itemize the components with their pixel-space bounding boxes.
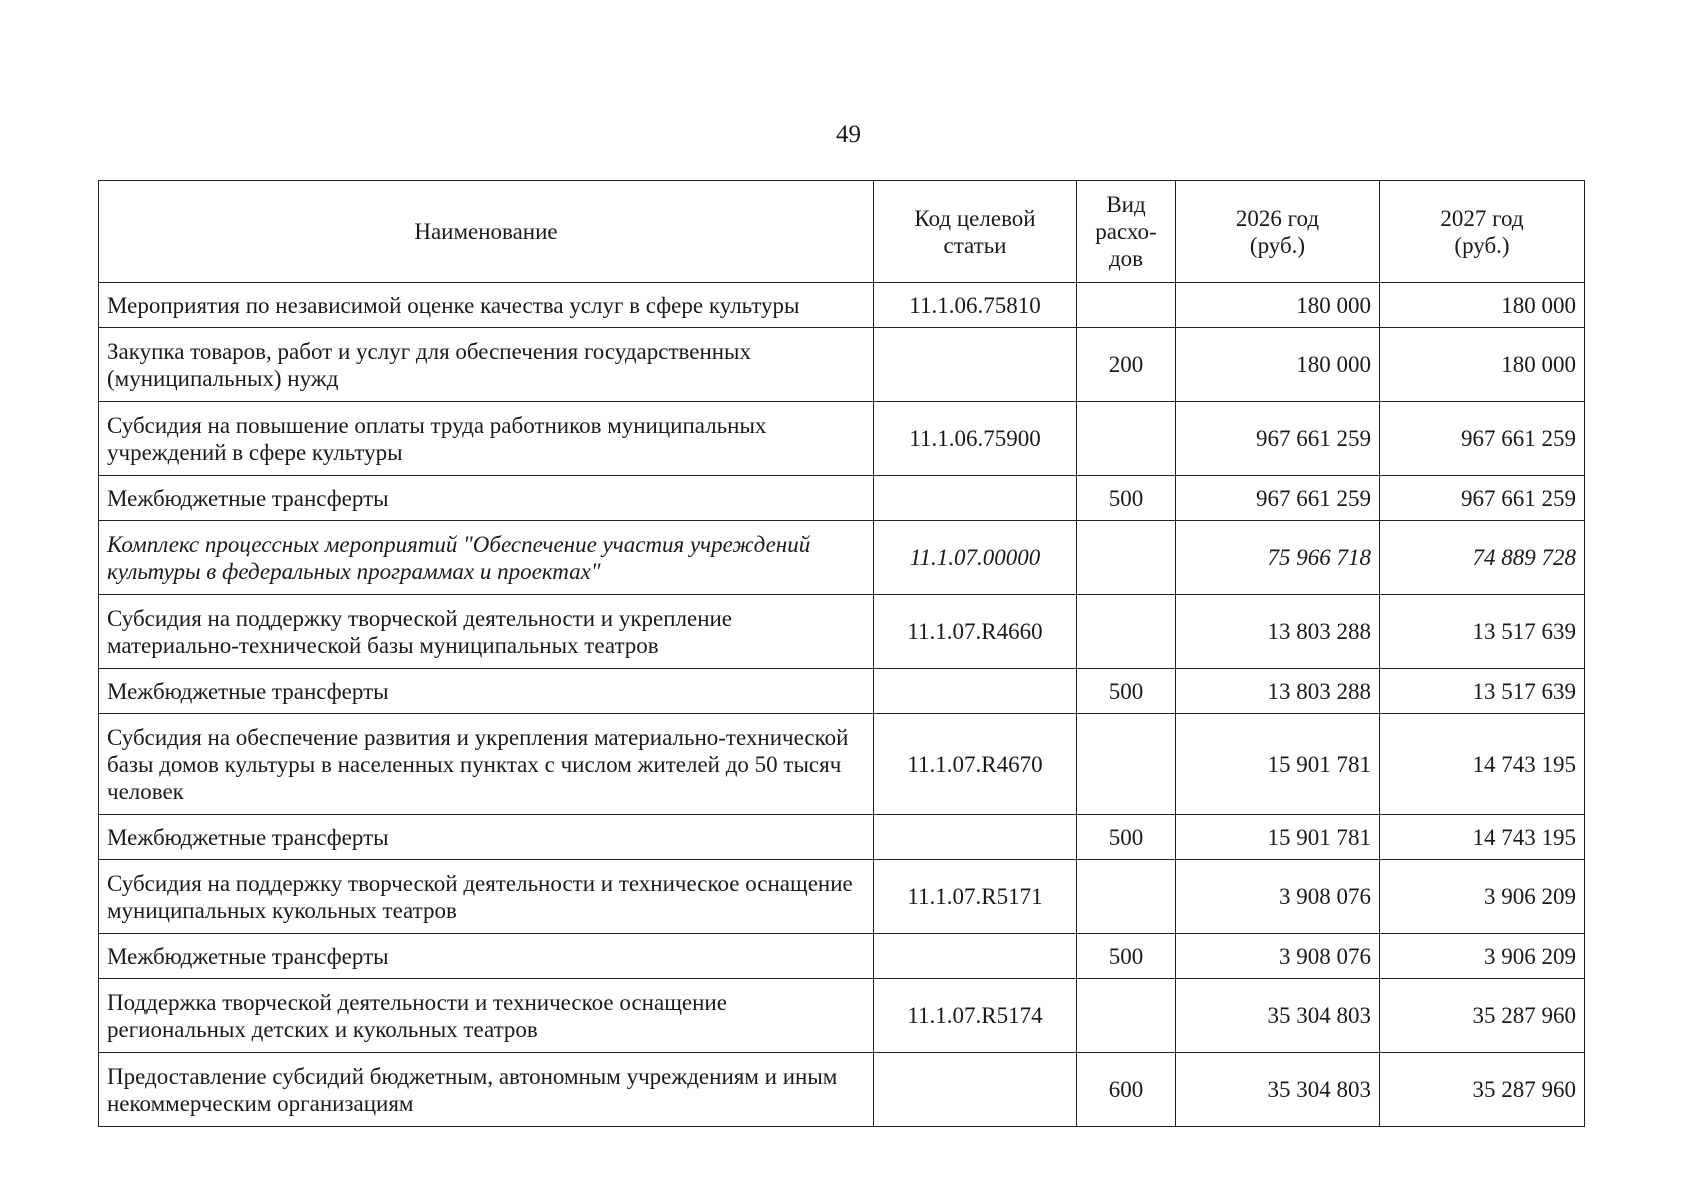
row-code: 11.1.07.R5171: [874, 860, 1077, 934]
row-2027: 74 889 728: [1380, 521, 1585, 595]
row-2026: 967 661 259: [1176, 476, 1380, 521]
table-row: [99, 669, 1585, 714]
row-code: 11.1.07.R5174: [874, 979, 1077, 1053]
row-type: 200: [1077, 328, 1176, 402]
row-2027: 14 743 195: [1380, 815, 1585, 860]
header-year-2026: [1176, 181, 1380, 283]
row-name: Предоставление субсидий бюджетным, автономным учреждениям и иным некоммерческим организациям: [99, 1053, 874, 1127]
table-header-row: [99, 181, 1585, 283]
row-code: 11.1.07.R4660: [874, 595, 1077, 669]
row-2026: 15 901 781: [1176, 714, 1380, 815]
row-2027: 14 743 195: [1380, 714, 1585, 815]
row-2027: 13 517 639: [1380, 669, 1585, 714]
table-row: [99, 714, 1585, 815]
table-row: [99, 1053, 1585, 1127]
row-code: [874, 934, 1077, 979]
row-2026: 3 908 076: [1176, 934, 1380, 979]
row-type: 500: [1077, 934, 1176, 979]
header-code-line1: Код целевой: [914, 205, 1036, 231]
row-type: [1077, 714, 1176, 815]
table-row: [99, 934, 1585, 979]
row-name: Межбюджетные трансферты: [99, 669, 874, 714]
row-2026: 35 304 803: [1176, 1053, 1380, 1127]
row-name: Межбюджетные трансферты: [99, 815, 874, 860]
row-type: 600: [1077, 1053, 1176, 1127]
row-type: [1077, 595, 1176, 669]
row-2026: 75 966 718: [1176, 521, 1380, 595]
table-row: [99, 328, 1585, 402]
row-name: Субсидия на поддержку творческой деятельности и укрепление материально-технической базы муниципальных театров: [99, 595, 874, 669]
header-year-2026-line2: (руб.): [1249, 232, 1306, 258]
table-row: [99, 815, 1585, 860]
row-name: Субсидия на обеспечение развития и укрепления материально-технической базы домов культуры в населенных пунктах с числом жителей до 50 тысяч человек: [99, 714, 874, 815]
row-2026: 3 908 076: [1176, 860, 1380, 934]
row-code: 11.1.07.00000: [874, 521, 1077, 595]
table-row: [99, 860, 1585, 934]
row-2027: 180 000: [1380, 283, 1585, 328]
header-type-line2: расхо-: [1095, 219, 1157, 244]
row-type: [1077, 979, 1176, 1053]
row-2026: 180 000: [1176, 328, 1380, 402]
row-name: Межбюджетные трансферты: [99, 934, 874, 979]
budget-table: [98, 180, 1585, 1127]
page-number: 49: [836, 121, 861, 148]
table-row: [99, 283, 1585, 328]
row-name: Субсидия на повышение оплаты труда работников муниципальных учреждений в сфере культуры: [99, 402, 874, 476]
row-2026: 15 901 781: [1176, 815, 1380, 860]
row-type: [1077, 283, 1176, 328]
table-row: [99, 979, 1585, 1053]
row-code: 11.1.07.R4670: [874, 714, 1077, 815]
row-code: [874, 815, 1077, 860]
row-2027: 967 661 259: [1380, 402, 1585, 476]
row-2027: 967 661 259: [1380, 476, 1585, 521]
row-type: 500: [1077, 815, 1176, 860]
header-type: [1077, 181, 1176, 283]
header-year-2027-line2: (руб.): [1454, 232, 1510, 258]
row-code: [874, 669, 1077, 714]
row-2026: 35 304 803: [1176, 979, 1380, 1053]
row-2027: 180 000: [1380, 328, 1585, 402]
header-name: Наименование: [99, 181, 874, 283]
row-name: Мероприятия по независимой оценке качества услуг в сфере культуры: [99, 283, 874, 328]
row-name: Межбюджетные трансферты: [99, 476, 874, 521]
row-2027: 13 517 639: [1380, 595, 1585, 669]
header-type-line3: дов: [1108, 246, 1144, 271]
header-code-line2: статьи: [943, 232, 1007, 258]
header-year-2027-line1: 2027 год: [1440, 205, 1524, 231]
row-type: [1077, 402, 1176, 476]
row-2026: 13 803 288: [1176, 669, 1380, 714]
header-code: [874, 181, 1077, 283]
row-code: [874, 328, 1077, 402]
row-name: Субсидия на поддержку творческой деятельности и техническое оснащение муниципальных кукольных театров: [99, 860, 874, 934]
row-name: Поддержка творческой деятельности и техническое оснащение региональных детских и кукольных театров: [99, 979, 874, 1053]
table-row: [99, 476, 1585, 521]
row-2026: 13 803 288: [1176, 595, 1380, 669]
row-code: 11.1.06.75900: [874, 402, 1077, 476]
row-code: [874, 1053, 1077, 1127]
row-type: 500: [1077, 476, 1176, 521]
row-code: [874, 476, 1077, 521]
row-name: Закупка товаров, работ и услуг для обеспечения государственных (муниципальных) нужд: [99, 328, 874, 402]
table-row: [99, 521, 1585, 595]
row-2027: 3 906 209: [1380, 934, 1585, 979]
row-code: 11.1.06.75810: [874, 283, 1077, 328]
table-row: [99, 402, 1585, 476]
row-2027: 35 287 960: [1380, 1053, 1585, 1127]
row-2026: 180 000: [1176, 283, 1380, 328]
row-name: Комплекс процессных мероприятий "Обеспечение участия учреждений культуры в федеральных программах и проектах": [99, 521, 874, 595]
header-type-line1: Вид: [1106, 192, 1146, 217]
row-2027: 35 287 960: [1380, 979, 1585, 1053]
table-row: [99, 595, 1585, 669]
row-type: 500: [1077, 669, 1176, 714]
header-year-2026-line1: 2026 год: [1235, 205, 1320, 231]
header-year-2027: [1380, 181, 1585, 283]
row-type: [1077, 521, 1176, 595]
row-2027: 3 906 209: [1380, 860, 1585, 934]
row-type: [1077, 860, 1176, 934]
row-2026: 967 661 259: [1176, 402, 1380, 476]
